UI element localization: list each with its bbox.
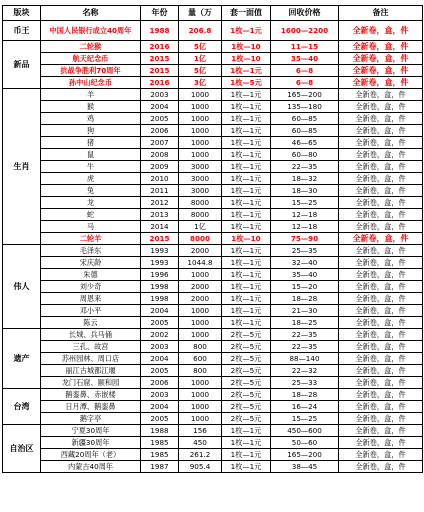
coin-price: 135—180 [271, 101, 339, 113]
table-row [3, 185, 423, 197]
coin-note: 全新卷，盒，件 [339, 101, 423, 113]
coin-year: 1985 [141, 449, 179, 461]
coin-note: 全新卷，盒，件 [339, 53, 423, 65]
table-row [3, 293, 423, 305]
coin-quantity: 905.4 [179, 461, 222, 473]
coin-face-value: 2枚—5元 [222, 413, 271, 425]
coin-quantity: 1亿 [179, 53, 222, 65]
coin-year: 1998 [141, 281, 179, 293]
coin-face-value: 2枚—5元 [222, 389, 271, 401]
coin-price: 6—8 [271, 65, 339, 77]
coin-name: 三孔、故宫 [41, 341, 141, 353]
coin-note: 全新卷，盒，件 [339, 113, 423, 125]
coin-price: 88—140 [271, 353, 339, 365]
coin-name: 长城、兵马俑 [41, 329, 141, 341]
coin-year: 2005 [141, 365, 179, 377]
coin-price: 15—20 [271, 281, 339, 293]
coin-name: 邓小平 [41, 305, 141, 317]
coin-face-value: 1枚—1元 [222, 461, 271, 473]
table-header-row [3, 6, 423, 21]
table-row [3, 425, 423, 437]
table-row [3, 353, 423, 365]
coin-quantity: 1000 [179, 377, 222, 389]
coin-note: 全新卷，盒，件 [339, 317, 423, 329]
coin-face-value: 2枚—5元 [222, 377, 271, 389]
category-cell-shengxiao: 生肖 [3, 89, 41, 245]
coin-quantity: 1000 [179, 401, 222, 413]
coin-note: 全新卷，盒，件 [339, 197, 423, 209]
coin-face-value: 1枚—1元 [222, 245, 271, 257]
coin-year: 2002 [141, 329, 179, 341]
coin-quantity: 1000 [179, 317, 222, 329]
coin-name: 苏州园林、周口店 [41, 353, 141, 365]
coin-quantity: 1000 [179, 389, 222, 401]
coin-face-value: 1枚—1元 [222, 185, 271, 197]
coin-note: 全新卷，盒，件 [339, 425, 423, 437]
coin-name: 宋庆龄 [41, 257, 141, 269]
coin-year: 2006 [141, 377, 179, 389]
coin-face-value: 1枚—1元 [222, 305, 271, 317]
coin-year: 1988 [141, 425, 179, 437]
coin-price: 50—60 [271, 437, 339, 449]
coin-note: 全新卷，盒，件 [339, 329, 423, 341]
coin-face-value: 1枚—1元 [222, 89, 271, 101]
table-row [3, 209, 423, 221]
table-row [3, 305, 423, 317]
coin-price: 46—65 [271, 137, 339, 149]
coin-quantity: 1000 [179, 89, 222, 101]
header-year: 年份 [141, 6, 179, 21]
coin-note: 全新卷，盒，件 [339, 233, 423, 245]
coin-price: 165—200 [271, 449, 339, 461]
coin-name: 猴 [41, 101, 141, 113]
coin-year: 2004 [141, 353, 179, 365]
coin-face-value: 1枚—1元 [222, 425, 271, 437]
table-row [3, 233, 423, 245]
coin-note: 全新卷，盒，件 [339, 269, 423, 281]
coin-year: 2008 [141, 149, 179, 161]
coin-year: 2014 [141, 221, 179, 233]
coin-name: 日月潭、鹅銮鼻 [41, 401, 141, 413]
coin-year: 1988 [141, 21, 179, 41]
table-row [3, 77, 423, 89]
coin-quantity: 1000 [179, 125, 222, 137]
coin-year: 2004 [141, 401, 179, 413]
header-category: 版块 [3, 6, 41, 21]
coin-quantity: 1000 [179, 305, 222, 317]
coin-face-value: 1枚—1元 [222, 101, 271, 113]
coin-note: 全新卷，盒，件 [339, 437, 423, 449]
coin-price: 165—200 [271, 89, 339, 101]
coin-note: 全新卷，盒，件 [339, 305, 423, 317]
table-row [3, 173, 423, 185]
category-cell-yichan: 遗产 [3, 329, 41, 389]
table-row [3, 149, 423, 161]
coin-price: 60—80 [271, 149, 339, 161]
coin-note: 全新卷，盒，件 [339, 341, 423, 353]
coin-quantity: 156 [179, 425, 222, 437]
coin-year: 2005 [141, 413, 179, 425]
coin-face-value: 1枚—1元 [222, 161, 271, 173]
coin-note: 全新卷，盒，件 [339, 245, 423, 257]
coin-quantity: 1000 [179, 413, 222, 425]
header-price: 回收价格 [271, 6, 339, 21]
coin-face-value: 1枚—1元 [222, 113, 271, 125]
coin-year: 2015 [141, 233, 179, 245]
coin-price: 75—90 [271, 233, 339, 245]
coin-face-value: 1枚—1元 [222, 209, 271, 221]
coin-price: 22—35 [271, 161, 339, 173]
coin-name: 虎 [41, 173, 141, 185]
coin-face-value: 1枚—1元 [222, 293, 271, 305]
coin-name: 鹅銮鼻、赤嵌楼 [41, 389, 141, 401]
coin-note: 全新卷，盒，件 [339, 77, 423, 89]
coin-price: 32—40 [271, 257, 339, 269]
coin-price: 35—40 [271, 269, 339, 281]
table-row [3, 41, 423, 53]
coin-face-value: 1枚—1元 [222, 125, 271, 137]
category-cell-weiren: 伟人 [3, 245, 41, 329]
coin-quantity: 1000 [179, 113, 222, 125]
coin-quantity: 1000 [179, 137, 222, 149]
coin-quantity: 261.2 [179, 449, 222, 461]
table-row [3, 125, 423, 137]
category-cell-zizhiqu: 自治区 [3, 425, 41, 473]
coin-price: 11—15 [271, 41, 339, 53]
coin-note: 全新卷，盒，件 [339, 281, 423, 293]
coin-quantity: 2000 [179, 293, 222, 305]
coin-face-value: 1枚—1元 [222, 257, 271, 269]
header-face-value: 套一面值 [222, 6, 271, 21]
header-quantity: 量（万 [179, 6, 222, 21]
coin-year: 2004 [141, 101, 179, 113]
coin-price: 15—25 [271, 413, 339, 425]
coin-note: 全新卷，盒，件 [339, 161, 423, 173]
coin-face-value: 2枚—5元 [222, 341, 271, 353]
coin-year: 2005 [141, 317, 179, 329]
table-row [3, 21, 423, 41]
coin-note: 全新卷，盒，件 [339, 221, 423, 233]
coin-face-value: 1枚—1元 [222, 221, 271, 233]
coin-face-value: 1枚—1元 [222, 269, 271, 281]
coin-price: 15—25 [271, 197, 339, 209]
coin-year: 2004 [141, 305, 179, 317]
coin-year: 2013 [141, 209, 179, 221]
coin-face-value: 1枚—1元 [222, 137, 271, 149]
coin-face-value: 1枚—1元 [222, 437, 271, 449]
coin-name: 兔 [41, 185, 141, 197]
table-row [3, 101, 423, 113]
coin-face-value: 1枚—10 [222, 41, 271, 53]
table-row [3, 389, 423, 401]
coin-quantity: 1000 [179, 269, 222, 281]
table-row [3, 461, 423, 473]
table-row [3, 53, 423, 65]
category-cell-xinpin: 新品 [3, 41, 41, 89]
coin-note: 全新卷，盒，件 [339, 209, 423, 221]
coin-price: 21—30 [271, 305, 339, 317]
coin-note: 全新卷，盒，件 [339, 257, 423, 269]
coin-year: 1985 [141, 437, 179, 449]
coin-price: 1600—2200 [271, 21, 339, 41]
table-row [3, 197, 423, 209]
coin-price: 6—8 [271, 77, 339, 89]
coin-price: 18—25 [271, 317, 339, 329]
coin-price: 25—33 [271, 377, 339, 389]
coin-note: 全新卷，盒，件 [339, 449, 423, 461]
table-row [3, 449, 423, 461]
coin-name: 鸡 [41, 113, 141, 125]
coin-quantity: 3000 [179, 185, 222, 197]
coin-face-value: 1枚—5元 [222, 77, 271, 89]
coin-price: 18—30 [271, 185, 339, 197]
coin-note: 全新卷，盒，件 [339, 461, 423, 473]
coin-quantity: 3000 [179, 173, 222, 185]
coin-year: 2016 [141, 77, 179, 89]
coin-name: 新疆30周年 [41, 437, 141, 449]
table-row [3, 377, 423, 389]
coin-price: 18—28 [271, 389, 339, 401]
coin-note: 全新卷，盒，件 [339, 185, 423, 197]
coin-name: 猪 [41, 137, 141, 149]
coin-name: 周恩来 [41, 293, 141, 305]
coin-note: 全新卷，盒，件 [339, 149, 423, 161]
coin-face-value: 1枚—1元 [222, 197, 271, 209]
coin-face-value: 1枚—1元 [222, 173, 271, 185]
header-name: 名称 [41, 6, 141, 21]
coin-price-table [2, 5, 423, 473]
coin-name: 龙 [41, 197, 141, 209]
coin-name: 龙门石窟、颐和园 [41, 377, 141, 389]
coin-quantity: 2000 [179, 245, 222, 257]
coin-year: 2003 [141, 341, 179, 353]
coin-price: 16—24 [271, 401, 339, 413]
coin-year: 2016 [141, 41, 179, 53]
table-row [3, 437, 423, 449]
coin-note: 全新卷，盒，件 [339, 21, 423, 41]
coin-year: 1987 [141, 461, 179, 473]
coin-name: 鹅字亭 [41, 413, 141, 425]
coin-quantity: 206.8 [179, 21, 222, 41]
table-row [3, 269, 423, 281]
coin-name: 羊 [41, 89, 141, 101]
header-note: 备注 [339, 6, 423, 21]
coin-year: 1993 [141, 257, 179, 269]
coin-year: 2011 [141, 185, 179, 197]
coin-price: 60—85 [271, 125, 339, 137]
coin-quantity: 8000 [179, 209, 222, 221]
coin-price: 22—32 [271, 365, 339, 377]
coin-name: 二轮羊 [41, 233, 141, 245]
coin-note: 全新卷，盒，件 [339, 41, 423, 53]
coin-name: 马 [41, 221, 141, 233]
coin-quantity: 8000 [179, 197, 222, 209]
coin-quantity: 1000 [179, 149, 222, 161]
coin-year: 1993 [141, 245, 179, 257]
coin-quantity: 8000 [179, 233, 222, 245]
coin-quantity: 2000 [179, 281, 222, 293]
table-row [3, 413, 423, 425]
table-row [3, 329, 423, 341]
coin-year: 2015 [141, 65, 179, 77]
table-body [3, 21, 423, 473]
coin-note: 全新卷，盒，件 [339, 137, 423, 149]
coin-note: 全新卷，盒，件 [339, 365, 423, 377]
coin-quantity: 450 [179, 437, 222, 449]
coin-name: 抗战争胜利70周年 [41, 65, 141, 77]
coin-year: 2003 [141, 89, 179, 101]
table-row [3, 245, 423, 257]
coin-name: 内蒙古40周年 [41, 461, 141, 473]
coin-name: 狗 [41, 125, 141, 137]
table-row [3, 341, 423, 353]
coin-name: 宁夏30周年 [41, 425, 141, 437]
table-row [3, 257, 423, 269]
coin-quantity: 3亿 [179, 77, 222, 89]
coin-quantity: 600 [179, 353, 222, 365]
table-row [3, 281, 423, 293]
coin-name: 毛泽东 [41, 245, 141, 257]
table-row [3, 221, 423, 233]
table-row [3, 161, 423, 173]
coin-price: 450—600 [271, 425, 339, 437]
coin-note: 全新卷，盒，件 [339, 65, 423, 77]
category-cell-biwang: 币王 [3, 21, 41, 41]
coin-face-value: 1枚—1元 [222, 149, 271, 161]
coin-year: 2012 [141, 197, 179, 209]
coin-price: 22—35 [271, 329, 339, 341]
table-row [3, 401, 423, 413]
coin-face-value: 1枚—1元 [222, 317, 271, 329]
coin-price: 35—40 [271, 53, 339, 65]
coin-year: 2009 [141, 161, 179, 173]
coin-name: 牛 [41, 161, 141, 173]
coin-quantity: 5亿 [179, 65, 222, 77]
table-row [3, 89, 423, 101]
coin-note: 全新卷，盒，件 [339, 389, 423, 401]
coin-price: 18—28 [271, 293, 339, 305]
table-row [3, 317, 423, 329]
coin-name: 朱德 [41, 269, 141, 281]
coin-face-value: 1枚—10 [222, 53, 271, 65]
coin-note: 全新卷，盒，件 [339, 89, 423, 101]
coin-quantity: 1000 [179, 101, 222, 113]
coin-year: 2006 [141, 125, 179, 137]
coin-quantity: 1044.8 [179, 257, 222, 269]
coin-note: 全新卷，盒，件 [339, 401, 423, 413]
coin-year: 2005 [141, 113, 179, 125]
coin-face-value: 1枚—1元 [222, 21, 271, 41]
coin-price: 60—85 [271, 113, 339, 125]
coin-face-value: 2枚—5元 [222, 329, 271, 341]
coin-name: 鼠 [41, 149, 141, 161]
coin-name: 孙中山纪念币 [41, 77, 141, 89]
coin-year: 1996 [141, 269, 179, 281]
coin-year: 2015 [141, 53, 179, 65]
coin-name: 中国人民银行成立40周年 [41, 21, 141, 41]
coin-year: 2010 [141, 173, 179, 185]
coin-note: 全新卷，盒，件 [339, 293, 423, 305]
category-cell-taiwan: 台湾 [3, 389, 41, 425]
coin-price: 18—32 [271, 173, 339, 185]
coin-face-value: 1枚—1元 [222, 449, 271, 461]
coin-quantity: 5亿 [179, 41, 222, 53]
coin-face-value: 1枚—10 [222, 233, 271, 245]
coin-name: 二轮猴 [41, 41, 141, 53]
coin-note: 全新卷，盒，件 [339, 377, 423, 389]
coin-name: 丽江古城都江堰 [41, 365, 141, 377]
coin-price: 25—35 [271, 245, 339, 257]
coin-year: 2007 [141, 137, 179, 149]
coin-quantity: 800 [179, 365, 222, 377]
coin-name: 西藏20周年（老） [41, 449, 141, 461]
coin-name: 航天纪念币 [41, 53, 141, 65]
coin-note: 全新卷，盒，件 [339, 173, 423, 185]
coin-name: 陈云 [41, 317, 141, 329]
table-row [3, 137, 423, 149]
coin-note: 全新卷，盒，件 [339, 353, 423, 365]
coin-face-value: 2枚—5元 [222, 353, 271, 365]
coin-quantity: 800 [179, 341, 222, 353]
coin-price: 38—45 [271, 461, 339, 473]
coin-quantity: 1000 [179, 329, 222, 341]
coin-quantity: 3000 [179, 161, 222, 173]
table-row [3, 113, 423, 125]
coin-face-value: 1枚—1元 [222, 281, 271, 293]
coin-price: 12—18 [271, 209, 339, 221]
coin-face-value: 2枚—5元 [222, 401, 271, 413]
coin-quantity: 1亿 [179, 221, 222, 233]
coin-face-value: 2枚—5元 [222, 365, 271, 377]
table-row [3, 65, 423, 77]
coin-name: 刘少奇 [41, 281, 141, 293]
coin-price: 22—35 [271, 341, 339, 353]
coin-note: 全新卷，盒，件 [339, 413, 423, 425]
coin-price: 12—18 [271, 221, 339, 233]
coin-note: 全新卷，盒，件 [339, 125, 423, 137]
coin-face-value: 1枚—1元 [222, 65, 271, 77]
coin-year: 1998 [141, 293, 179, 305]
coin-name: 蛇 [41, 209, 141, 221]
table-row [3, 365, 423, 377]
coin-year: 2003 [141, 389, 179, 401]
